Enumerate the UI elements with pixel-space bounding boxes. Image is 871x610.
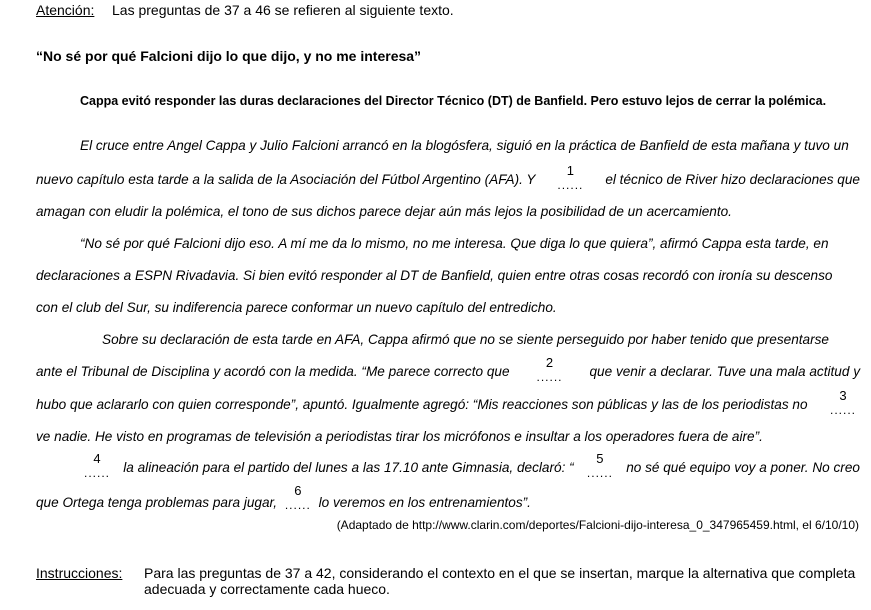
blank-2: 2 ......	[536, 355, 563, 384]
article-subtitle: Cappa evitó responder las duras declaraciones del Director Técnico (DT) de Banfield. Pero estuvo lejos de cerrar la polémica.	[80, 94, 827, 108]
instrucciones-line-2: adecuada y correctamente cada hueco.	[144, 581, 390, 597]
instrucciones-line-1: Para las preguntas de 37 a 42, considerando el contexto en el que se insertan, marque la alternativa que completa	[144, 565, 856, 581]
paragraph-3-line-1: Sobre su declaración de esta tarde en AFA, Cappa afirmó que no se siente perseguido por haber tenido que presentarse	[102, 332, 829, 347]
paragraph-2-line-1: “No sé por qué Falcioni dijo eso. A mí me da lo mismo, no me interesa. Que diga lo que quiera”, afirmó Cappa esta tarde, en	[80, 236, 829, 251]
blank-4: 4 ......	[83, 451, 110, 480]
paragraph-1-line-2: nuevo capítulo esta tarde a la salida de la Asociación del Fútbol Argentino (AFA). Y 1 ...... el técnico de River hizo declaraciones que	[36, 163, 860, 192]
atencion-text: Las preguntas de 37 a 46 se refieren al siguiente texto.	[112, 2, 454, 18]
paragraph-1-line-1: El cruce entre Angel Cappa y Julio Falcioni arrancó en la blogósfera, siguió en la práctica de Banfield de esta mañana y tuvo un	[80, 138, 849, 153]
atencion-label: Atención:	[36, 2, 95, 18]
article-title: “No sé por qué Falcioni dijo lo que dijo, y no me interesa”	[36, 48, 422, 64]
paragraph-1-line-3: amagan con eludir la polémica, el tono de sus dichos parece dejar aún más lejos la posibilidad de un acercamiento.	[36, 204, 732, 219]
source-citation: (Adaptado de http://www.clarin.com/deportes/Falcioni-dijo-interesa_0_347965459.html, el 6/10/10)	[336, 518, 859, 532]
instrucciones-label: Instrucciones:	[36, 565, 123, 581]
paragraph-3-line-2: ante el Tribunal de Disciplina y acordó con la medida. “Me parece correcto que 2 ...... que venir a declarar. Tuve una mala actitud y	[36, 355, 860, 384]
paragraph-4-line-2: que Ortega tenga problemas para jugar, 6 ...... lo veremos en los entrenamientos”.	[36, 483, 531, 512]
blank-5: 5 ......	[586, 451, 613, 480]
paragraph-4-line-1: 4 ...... la alineación para el partido del lunes a las 17.10 ante Gimnasia, declaró: “ 5 ...... no sé qué equipo voy a poner. No creo	[80, 460, 860, 478]
blank-6: 6 ......	[284, 483, 311, 512]
blank-1: 1 ......	[557, 163, 584, 192]
paragraph-3-line-4: ve nadie. He visto en programas de televisión a periodistas tirar los micrófonos e insultar a los operadores fuera de aire”.	[36, 429, 763, 444]
blank-3: 3 ......	[829, 388, 856, 417]
paragraph-2-line-2: declaraciones a ESPN Rivadavia. Si bien evitó responder al DT de Banfield, quien entre otras cosas recordó con ironía su descenso	[36, 268, 833, 283]
paragraph-2-line-3: con el club del Sur, su indiferencia parece conformar un nuevo capítulo del entredicho.	[36, 300, 557, 315]
paragraph-3-line-3: hubo que aclararlo con quien corresponde”, apuntó. Igualmente agregó: “Mis reacciones son públicas y las de los periodistas no 3 ......	[36, 397, 860, 415]
